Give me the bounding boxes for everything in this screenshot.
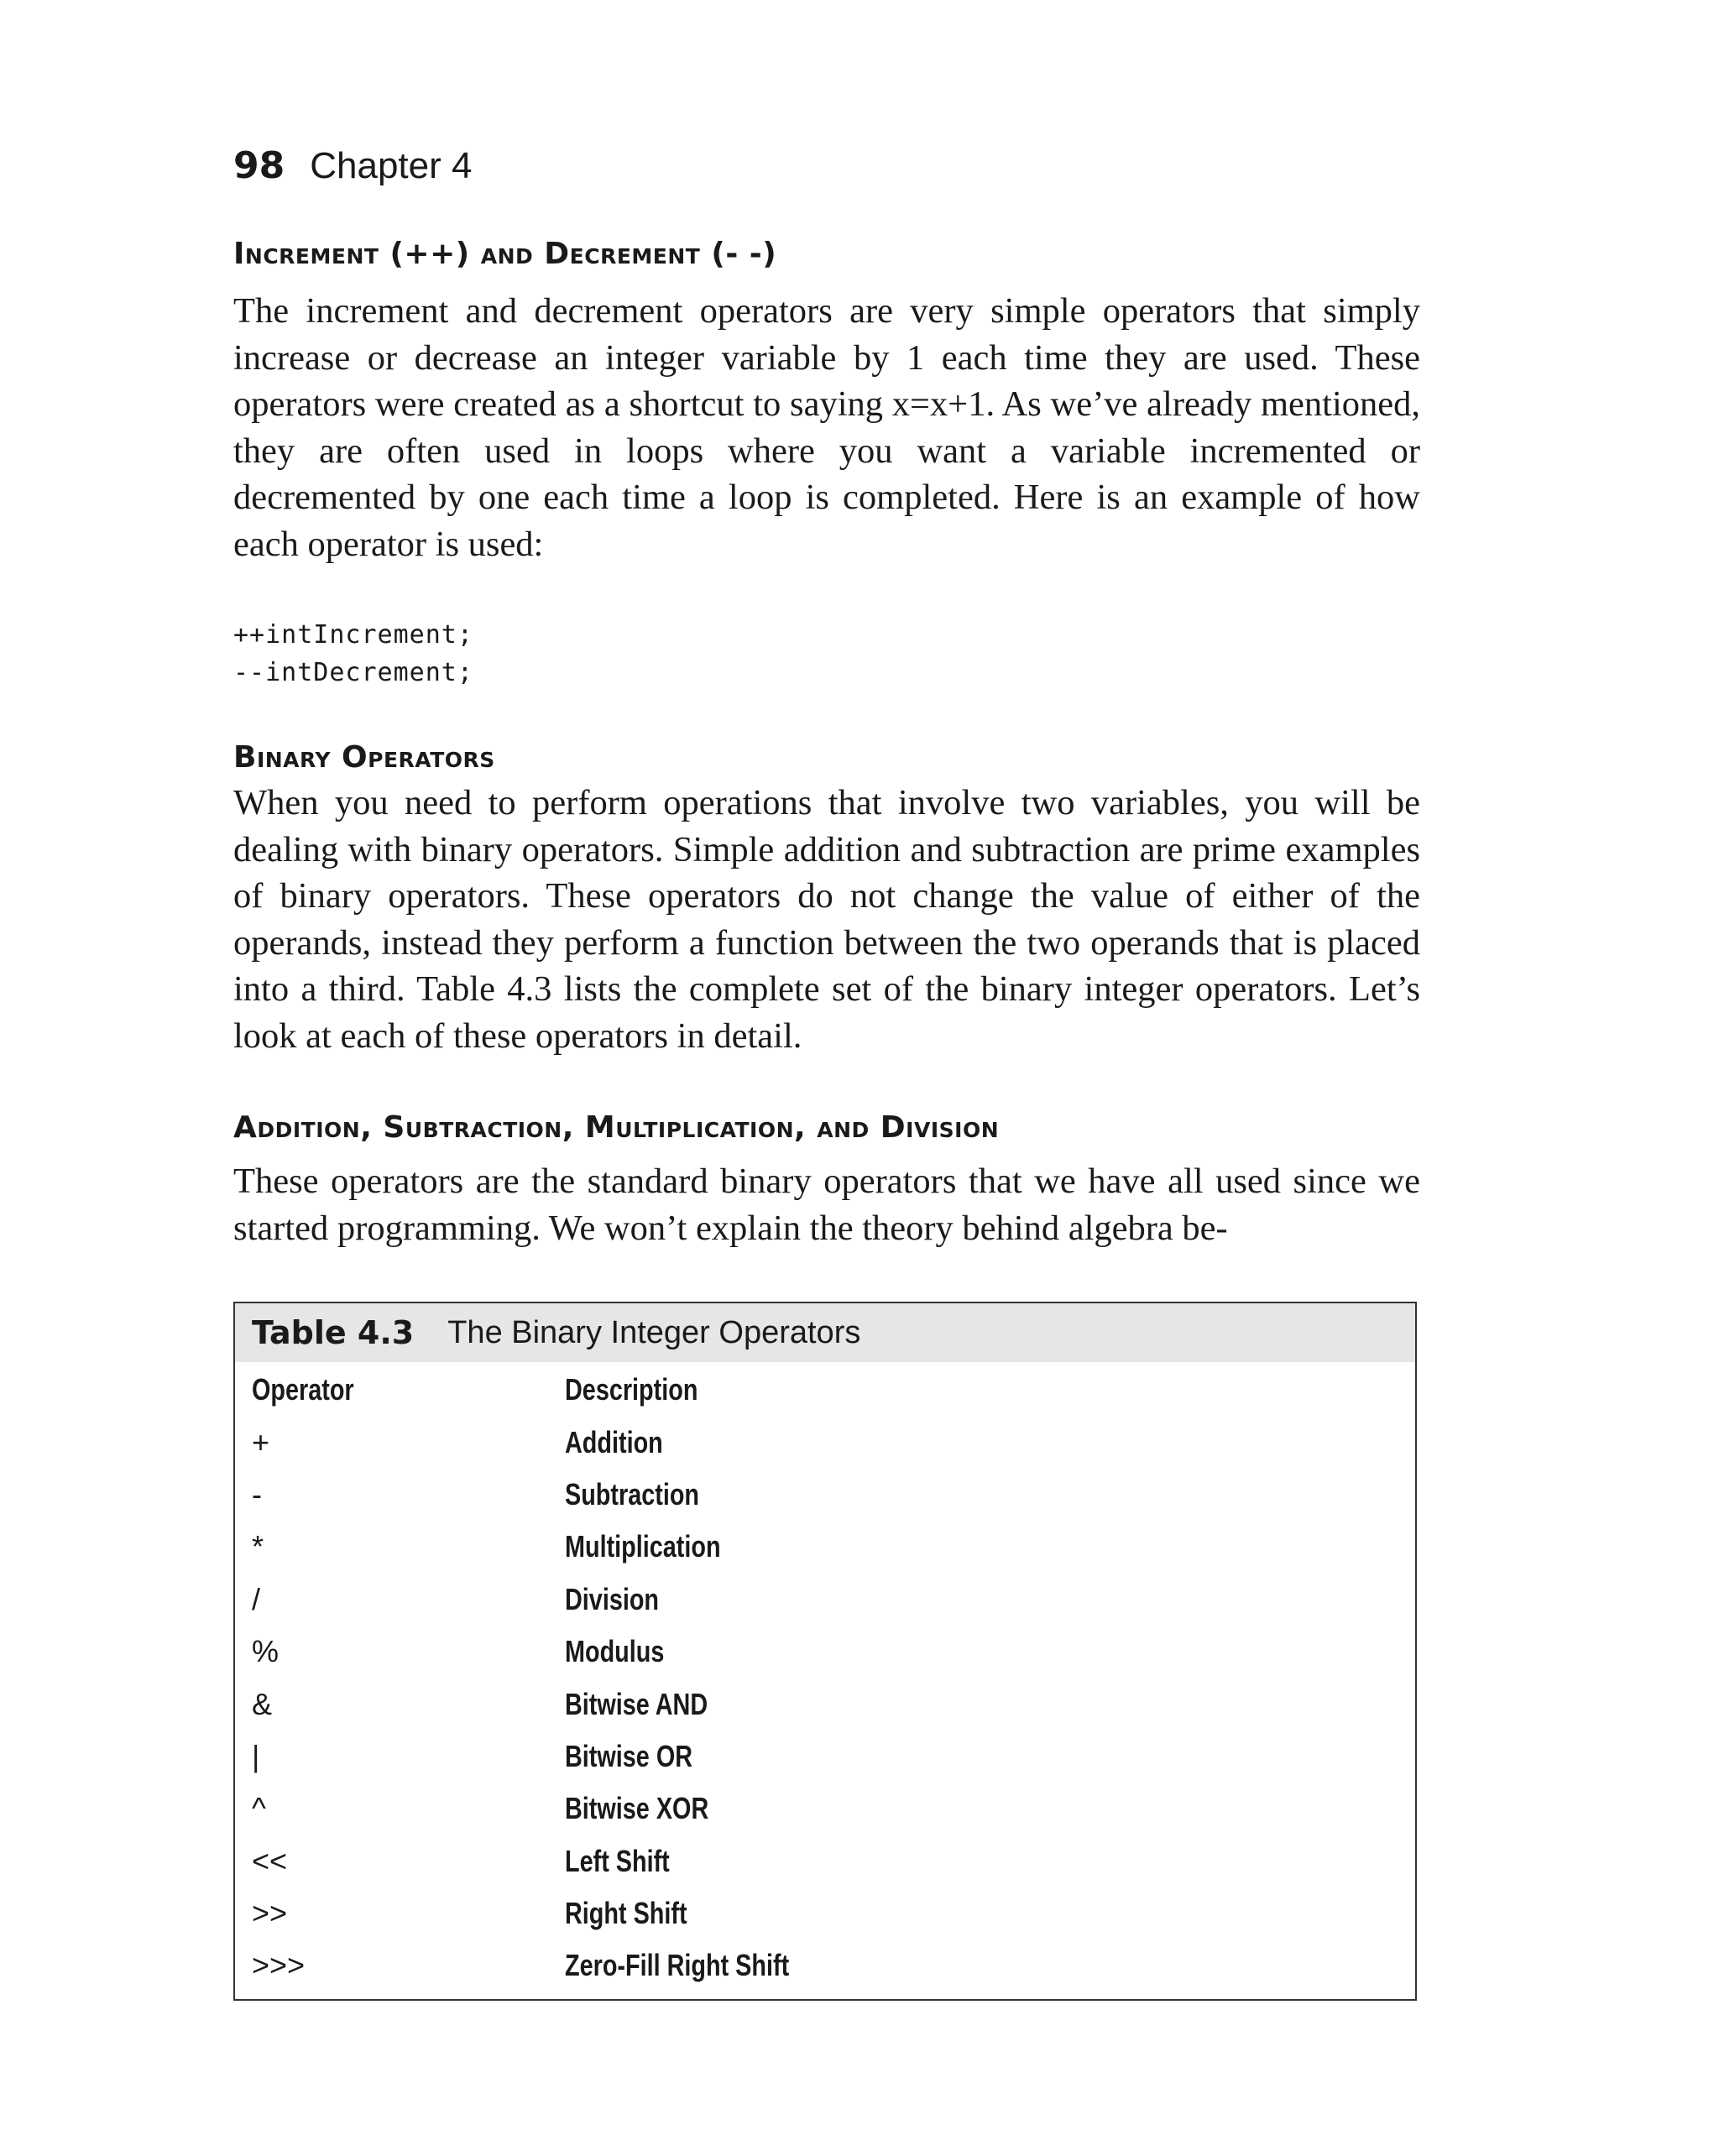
description-text: Bitwise XOR	[565, 1791, 709, 1826]
description-cell	[565, 1783, 845, 1835]
description-cell	[565, 1574, 845, 1626]
operator-cell: &	[252, 1686, 273, 1721]
table-row	[252, 1574, 845, 1626]
column-header-operator	[252, 1364, 565, 1416]
table-row	[252, 1887, 845, 1939]
section-heading-increment: Increment (++) and Decrement (- -)	[233, 237, 777, 271]
description-cell	[565, 1835, 845, 1887]
operators-table	[233, 1302, 1417, 2001]
table-row	[252, 1626, 845, 1678]
table-header-row	[252, 1364, 845, 1416]
description-text: Bitwise OR	[565, 1738, 693, 1773]
operator-cell: >>>	[252, 1948, 306, 1983]
operator-cell: /	[252, 1581, 261, 1616]
column-header-description-text: Description	[565, 1372, 698, 1407]
table-row	[252, 1521, 845, 1573]
description-cell	[565, 1939, 845, 1992]
code-example	[233, 616, 473, 692]
section-heading-arithmetic: Addition, Subtraction, Multiplication, and Division	[233, 1110, 1000, 1145]
operator-cell: <<	[252, 1843, 288, 1878]
page-header	[233, 144, 472, 195]
description-text: Left Shift	[565, 1843, 670, 1878]
section-heading-binary-operators: Binary Operators	[233, 740, 495, 775]
code-line: --intDecrement;	[233, 658, 473, 687]
table-caption	[235, 1303, 1415, 1362]
description-cell	[565, 1731, 845, 1783]
operator-cell: |	[252, 1738, 260, 1773]
operators-grid	[252, 1364, 845, 1992]
page-number: 98	[233, 144, 285, 187]
description-cell	[565, 1626, 845, 1678]
description-text: Modulus	[565, 1634, 665, 1669]
description-cell	[565, 1469, 845, 1521]
description-cell	[565, 1416, 845, 1468]
description-text: Multiplication	[565, 1529, 721, 1564]
description-text: Division	[565, 1581, 660, 1616]
description-text: Right Shift	[565, 1896, 687, 1931]
column-header-description	[565, 1364, 845, 1416]
table-label: Table 4.3	[252, 1314, 415, 1351]
column-header-operator-text: Operator	[252, 1372, 354, 1407]
operator-cell: %	[252, 1634, 280, 1669]
code-line: ++intIncrement;	[233, 620, 473, 650]
table-row	[252, 1783, 845, 1835]
operator-cell: >>	[252, 1896, 288, 1931]
table-row	[252, 1416, 845, 1468]
description-cell	[565, 1521, 845, 1573]
description-text: Addition	[565, 1424, 663, 1459]
description-text: Subtraction	[565, 1476, 700, 1511]
description-text: Zero-Fill Right Shift	[565, 1948, 790, 1983]
table-row	[252, 1469, 845, 1521]
table-row	[252, 1835, 845, 1887]
paragraph-increment: The increment and decrement operators are very simple operators that simply increase or decrease an integer variable by 1 each time they are used. These operators were created as a shortcut to saying x=x+1. As we’ve already mentioned, they are often used in loops where you want a variable incremented or decremented by one each time a loop is completed. Here is an example of how each operator is used:	[233, 291, 1420, 564]
chapter-name: Chapter 4	[310, 145, 473, 186]
operator-cell: *	[252, 1529, 264, 1564]
table-title: The Binary Integer Operators	[447, 1314, 861, 1350]
operator-cell: -	[252, 1476, 262, 1511]
operator-cell: +	[252, 1424, 270, 1459]
description-cell	[565, 1678, 845, 1730]
description-text: Bitwise AND	[565, 1686, 708, 1721]
table-row	[252, 1678, 845, 1730]
paragraph-arithmetic: These operators are the standard binary operators that we have all used since we started programming. We won’t explain the theory behind algebra be-	[233, 1162, 1420, 1248]
table-row	[252, 1731, 845, 1783]
table-row	[252, 1939, 845, 1992]
paragraph-binary-operators: When you need to perform operations that involve two variables, you will be dealing with binary operators. Simple addition and subtraction are prime examples of binary operators. These operators do not change the value of either of the operands, instead they perform a function between the two operands that is placed into a third. Table 4.3 lists the complete set of the binary integer operators. Let’s look at each of these operators in detail.	[233, 783, 1420, 1056]
description-cell	[565, 1887, 845, 1939]
operator-cell: ^	[252, 1791, 266, 1826]
